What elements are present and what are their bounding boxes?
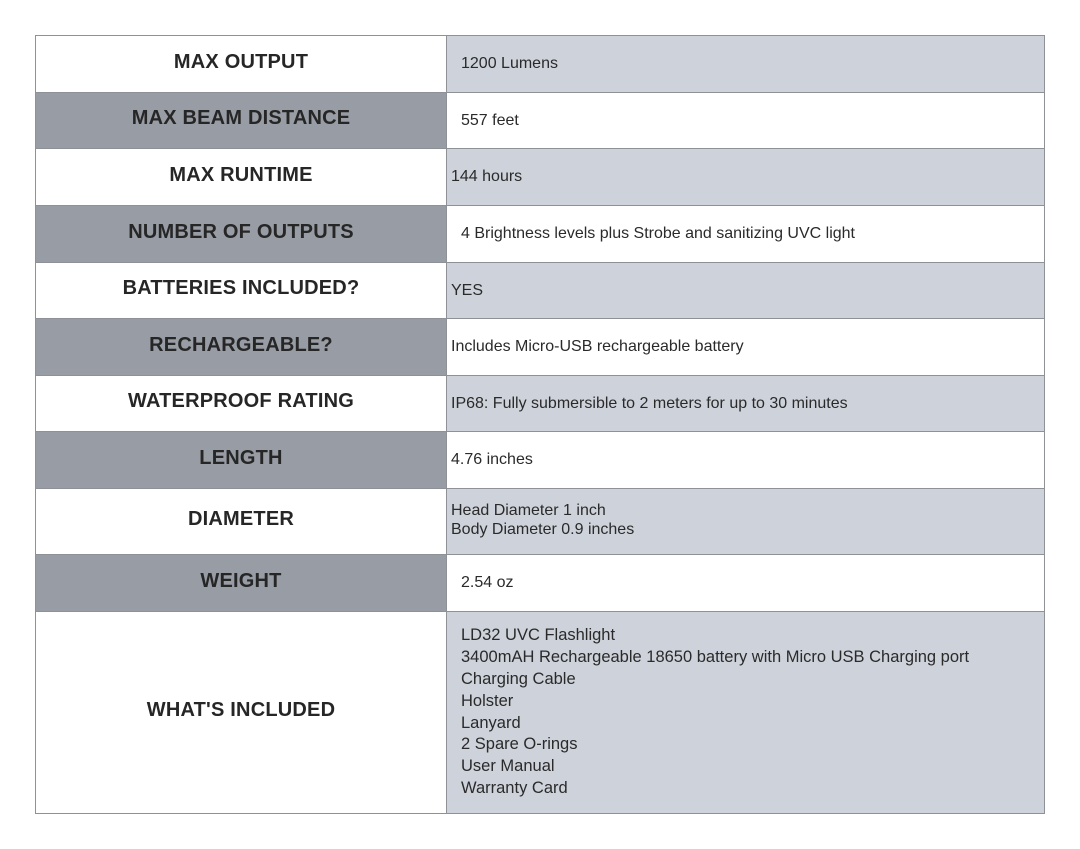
spec-row-batteries-included bbox=[36, 263, 1045, 319]
spec-label-text: WATERPROOF RATING bbox=[128, 390, 354, 412]
spec-label-text: WEIGHT bbox=[200, 569, 282, 592]
spec-value: IP68: Fully submersible to 2 meters for up to 30 minutes bbox=[447, 376, 1045, 432]
spec-row-number-of-outputs bbox=[36, 206, 1045, 263]
spec-label-text: LENGTH bbox=[199, 446, 283, 469]
spec-label bbox=[36, 263, 447, 319]
spec-row-whats-included bbox=[36, 612, 1045, 814]
spec-row-rechargeable bbox=[36, 319, 1045, 376]
spec-label-text: NUMBER OF OUTPUTS bbox=[128, 220, 354, 243]
spec-label bbox=[36, 432, 447, 489]
spec-label-text: MAX RUNTIME bbox=[169, 163, 313, 186]
spec-value: 144 hours bbox=[447, 149, 1045, 206]
spec-label bbox=[36, 36, 447, 93]
spec-row-max-beam-distance bbox=[36, 93, 1045, 149]
spec-value: 2.54 oz bbox=[447, 555, 1045, 612]
list-item: Charging Cable bbox=[461, 669, 576, 688]
spec-label-text: RECHARGEABLE? bbox=[149, 333, 333, 356]
list-item: User Manual bbox=[461, 757, 555, 776]
spec-value: 4.76 inches bbox=[447, 432, 1045, 489]
spec-label bbox=[36, 612, 447, 814]
list-item: Warranty Card bbox=[461, 778, 568, 797]
spec-value: YES bbox=[447, 263, 1045, 319]
spec-label-text: MAX OUTPUT bbox=[173, 50, 309, 73]
spec-label-text: BATTERIES INCLUDED? bbox=[122, 277, 360, 299]
spec-value bbox=[447, 489, 1045, 555]
spec-label bbox=[36, 149, 447, 206]
spec-row-max-output bbox=[36, 36, 1045, 93]
spec-value: 4 Brightness levels plus Strobe and sanitizing UVC light bbox=[447, 206, 1045, 263]
spec-label bbox=[36, 93, 447, 149]
spec-label-text: MAX BEAM DISTANCE bbox=[131, 107, 351, 129]
spec-label-text: DIAMETER bbox=[187, 508, 295, 530]
spec-value: 557 feet bbox=[447, 93, 1045, 149]
spec-label bbox=[36, 555, 447, 612]
spec-value: Includes Micro-USB rechargeable battery bbox=[447, 319, 1045, 376]
spec-value: 1200 Lumens bbox=[447, 36, 1045, 93]
spec-row-max-runtime bbox=[36, 149, 1045, 206]
spec-row-length bbox=[36, 432, 1045, 489]
spec-value-line: Head Diameter 1 inch bbox=[451, 501, 606, 519]
spec-row-waterproof-rating bbox=[36, 376, 1045, 432]
spec-label bbox=[36, 376, 447, 432]
list-item: Holster bbox=[461, 691, 514, 710]
spec-table bbox=[35, 35, 1045, 814]
spec-label bbox=[36, 319, 447, 376]
spec-value-line: Body Diameter 0.9 inches bbox=[451, 520, 635, 538]
spec-row-weight bbox=[36, 555, 1045, 612]
list-item: 2 Spare O-rings bbox=[461, 735, 578, 754]
list-item: 3400mAH Rechargeable 18650 battery with Micro USB Charging port bbox=[461, 648, 970, 667]
list-item: LD32 UVC Flashlight bbox=[461, 626, 616, 645]
spec-value bbox=[447, 612, 1045, 814]
spec-row-diameter bbox=[36, 489, 1045, 555]
spec-label bbox=[36, 489, 447, 555]
list-item: Lanyard bbox=[461, 713, 521, 732]
spec-label bbox=[36, 206, 447, 263]
spec-label-text: WHAT'S INCLUDED bbox=[146, 699, 336, 721]
